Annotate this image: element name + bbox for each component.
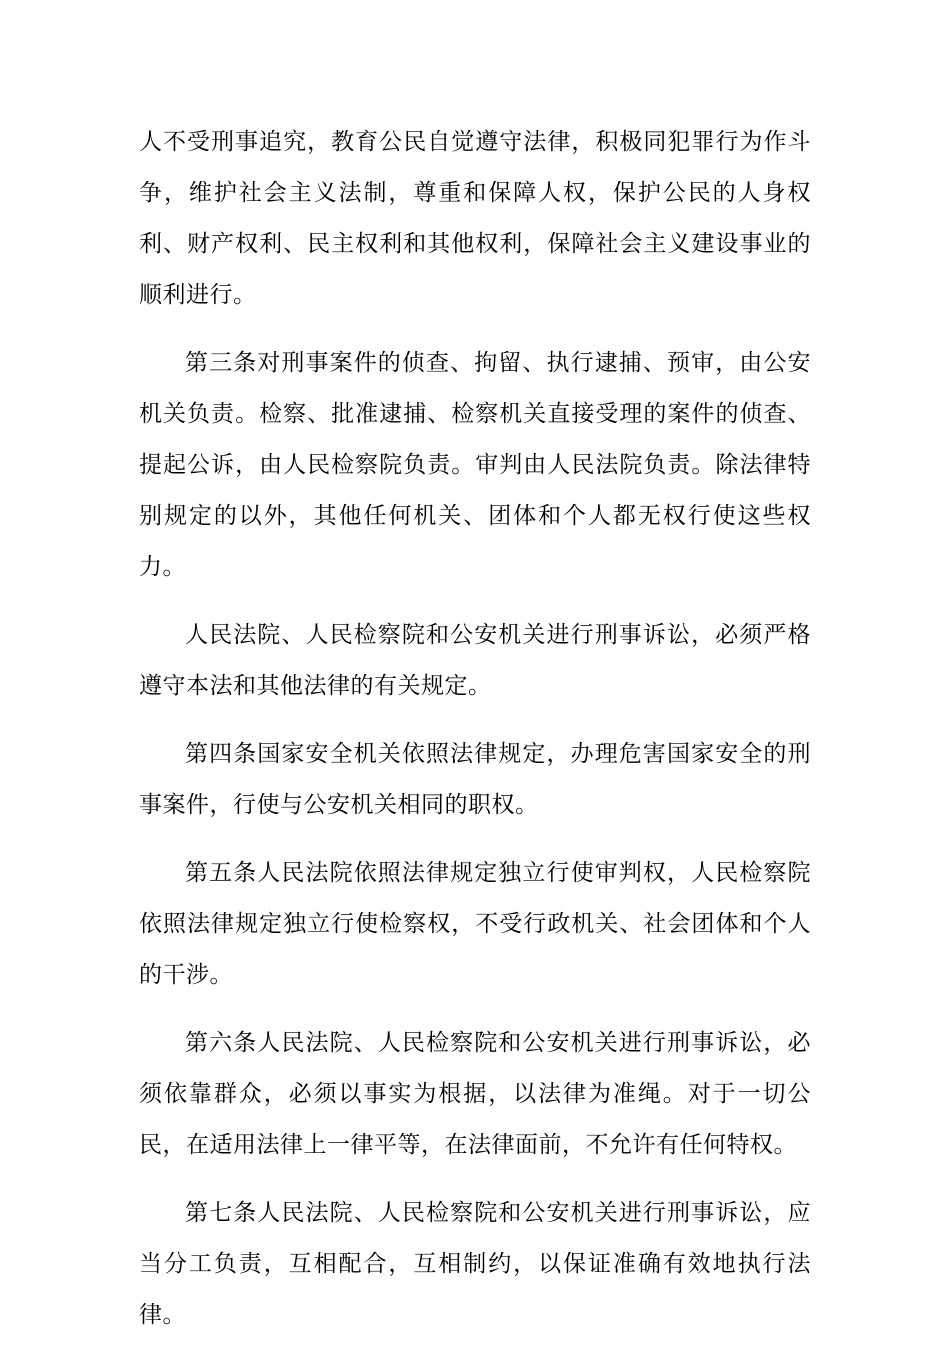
paragraph-article-5: 第五条人民法院依照法律规定独立行使审判权，人民检察院依照法律规定独立行使检察权，不受行政机关、社会团体和个人的干涉。 [139, 860, 811, 988]
document-body [139, 117, 811, 1358]
paragraph-article-6: 第六条人民法院、人民检察院和公安机关进行刑事诉讼，必须依靠群众，必须以事实为根据，以法律为准绳。对于一切公民，在适用法律上一律平等，在法律面前，不允许有任何特权。 [139, 1030, 811, 1158]
paragraph-continued: 人不受刑事追究，教育公民自觉遵守法律，积极同犯罪行为作斗争，维护社会主义法制，尊重和保障人权，保护公民的人身权利、财产权利、民主权利和其他权利，保障社会主义建设事业的顺利进行。 [139, 129, 811, 308]
paragraph-article-3-cont: 人民法院、人民检察院和公安机关进行刑事诉讼，必须严格遵守本法和其他法律的有关规定。 [139, 622, 811, 699]
paragraph-article-4: 第四条国家安全机关依照法律规定，办理危害国家安全的刑事案件，行使与公安机关相同的职权。 [139, 741, 811, 818]
paragraph-article-3: 第三条对刑事案件的侦查、拘留、执行逮捕、预审，由公安机关负责。检察、批准逮捕、检察机关直接受理的案件的侦查、提起公诉，由人民检察院负责。审判由人民法院负责。除法律特别规定的以外，其他任何机关、团体和个人都无权行使这些权力。 [139, 350, 811, 580]
paragraph-article-7: 第七条人民法院、人民检察院和公安机关进行刑事诉讼，应当分工负责，互相配合，互相制约，以保证准确有效地执行法律。 [139, 1200, 811, 1328]
